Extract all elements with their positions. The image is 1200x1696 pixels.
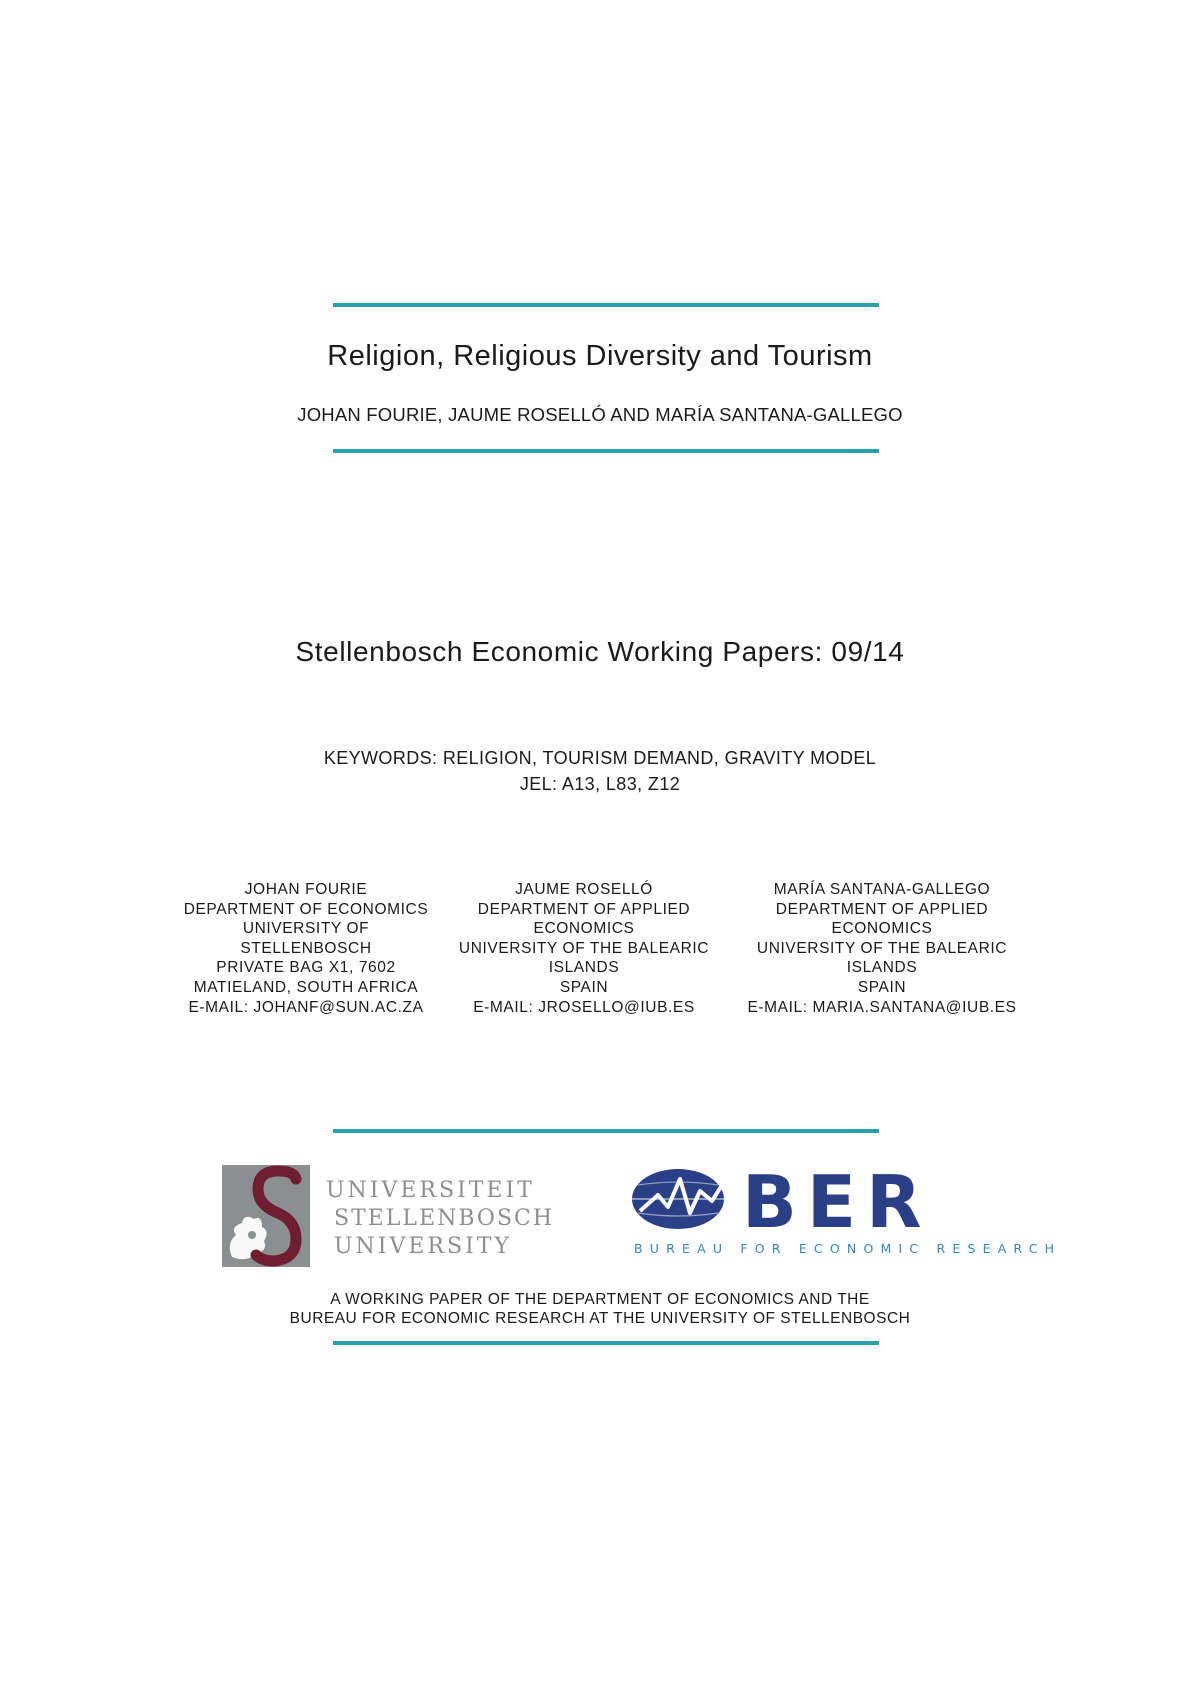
keywords-block (0, 745, 1200, 797)
author-country: SPAIN (559, 978, 609, 996)
keywords-line: KEYWORDS: RELIGION, TOURISM DEMAND, GRAVITY MODEL (323, 748, 877, 768)
author-name: JOHAN FOURIE (244, 881, 368, 898)
author-univ-cont: ISLANDS (846, 959, 918, 977)
footer-line-1: A WORKING PAPER OF THE DEPARTMENT OF ECONOMICS AND THE (330, 1291, 870, 1308)
paper-title: Religion, Religious Diversity and Tourism (327, 340, 873, 372)
author-name: JAUME ROSELLÓ (515, 881, 653, 898)
author-univ: UNIVERSITY OF THE BALEARIC (756, 939, 1008, 957)
sun-logo-text-3: UNIVERSITY (334, 1234, 512, 1259)
stellenbosch-logo (222, 1165, 555, 1269)
title-bottom-rule (333, 449, 879, 453)
author-name: MARÍA SANTANA-GALLEGO (773, 881, 991, 898)
author-univ-cont: ISLANDS (548, 959, 620, 977)
author-dept: DEPARTMENT OF APPLIED (477, 900, 691, 918)
author-block-fourie (166, 880, 446, 1017)
author-email[interactable]: E-MAIL: MARIA.SANTANA@IUB.ES (747, 998, 1017, 1016)
author-email[interactable]: E-MAIL: JOHANF@SUN.AC.ZA (188, 998, 424, 1016)
sun-logo-text-2: STELLENBOSCH (334, 1206, 555, 1231)
ber-logo (632, 1160, 1062, 1257)
author-block-rosello (444, 880, 724, 1017)
top-rule (333, 303, 879, 307)
author-dept-cont: ECONOMICS (831, 920, 933, 938)
author-city: MATIELAND, SOUTH AFRICA (193, 978, 419, 996)
logos-top-rule (333, 1129, 879, 1133)
author-univ-cont: STELLENBOSCH (240, 939, 372, 957)
authors-line: JOHAN FOURIE, JAUME ROSELLÓ AND MARÍA SANTANA-GALLEGO (297, 404, 903, 425)
footer-line-2: BUREAU FOR ECONOMIC RESEARCH AT THE UNIVERSITY OF STELLENBOSCH (289, 1310, 911, 1327)
ber-globe-icon (632, 1160, 1062, 1257)
author-univ: UNIVERSITY OF THE BALEARIC (458, 939, 710, 957)
sun-logo-text-1: UNIVERSITEIT (326, 1178, 535, 1203)
footer-bottom-rule (333, 1341, 879, 1345)
author-address: PRIVATE BAG X1, 7602 (216, 959, 396, 977)
stellenbosch-crest-icon (222, 1165, 555, 1269)
author-block-santana (722, 880, 1042, 1017)
author-univ: UNIVERSITY OF (242, 920, 370, 938)
ber-logo-subtitle: BUREAU FOR ECONOMIC RESEARCH (634, 1241, 1062, 1256)
author-dept: DEPARTMENT OF ECONOMICS (183, 900, 429, 918)
author-email[interactable]: E-MAIL: JROSELLO@IUB.ES (473, 998, 695, 1016)
series-label: Stellenbosch Economic Working Papers: 09/14 (295, 636, 905, 667)
jel-line: JEL: A13, L83, Z12 (519, 774, 681, 794)
author-dept: DEPARTMENT OF APPLIED (775, 900, 989, 918)
author-country: SPAIN (857, 978, 907, 996)
ber-logo-mark: BER (742, 1160, 932, 1244)
footer-note (0, 1290, 1200, 1328)
author-dept-cont: ECONOMICS (533, 920, 635, 938)
